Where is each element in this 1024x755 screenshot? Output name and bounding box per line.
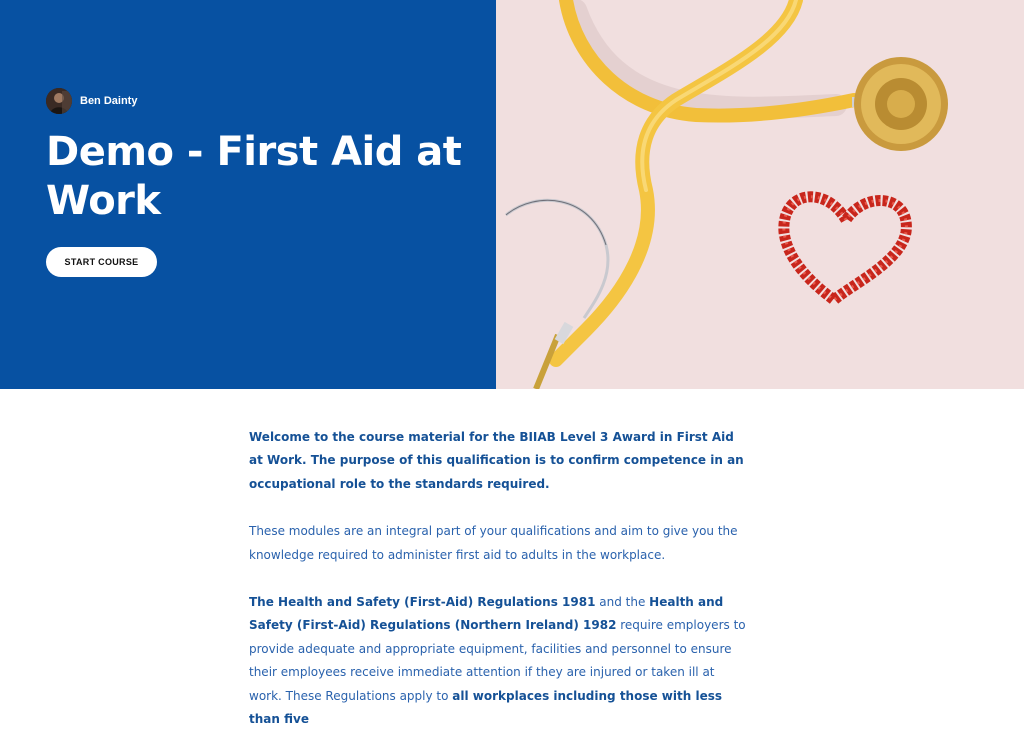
author-info — [46, 88, 137, 114]
stethoscope-heart-image — [496, 0, 1024, 389]
regulations-paragraph — [249, 591, 749, 731]
modules-paragraph: These modules are an integral part of your qualifications and aim to give you the knowledge required to administer first aid to adults in the workplace. — [249, 524, 738, 562]
avatar — [46, 88, 72, 114]
regulation-tail: all workplaces including those with less than five — [249, 688, 722, 727]
regulation-connector: and the — [595, 595, 650, 610]
intro-paragraph: Welcome to the course material for the BIIAB Level 3 Award in First Aid at Work. The purpose of this qualification is to confirm competence in an occupational role to the standards required. — [249, 430, 744, 491]
regulation-1982: Health and Safety (First-Aid) Regulations (Northern Ireland) 1982 — [249, 595, 724, 633]
course-description — [249, 426, 749, 755]
regulation-text: require employers to provide adequate and appropriate equipment, facilities and personnel to ensure their employees receive immediate attention if they are injured or taken ill at work. These Regulations apply to — [249, 618, 746, 703]
hero-image — [496, 0, 1024, 389]
author-name: Ben Dainty — [80, 95, 138, 107]
hero-panel — [0, 0, 496, 389]
start-course-button[interactable]: START COURSE — [46, 247, 157, 277]
regulation-1981: The Health and Safety (First-Aid) Regulations 1981 — [249, 595, 596, 610]
page-title: Demo - First Aid at Work — [46, 129, 462, 224]
